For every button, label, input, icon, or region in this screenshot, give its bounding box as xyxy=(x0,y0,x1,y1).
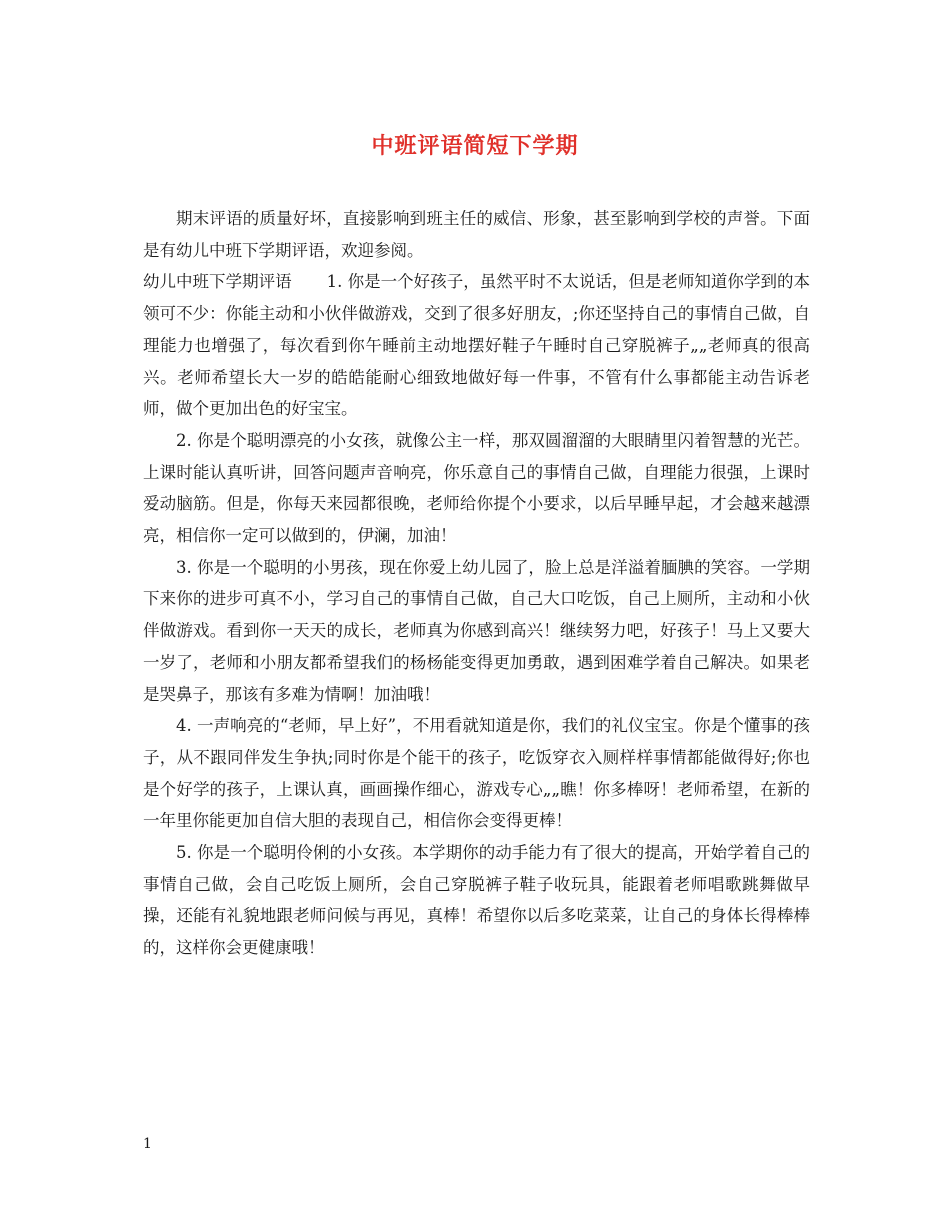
intro-paragraph: 期末评语的质量好坏，直接影响到班主任的威信、形象，甚至影响到学校的声誉。下面是有幼儿中班下学期评语，欢迎参阅。 xyxy=(143,209,810,260)
comment-paragraph-1 xyxy=(143,266,810,425)
comment-text-1: 1. 你是一个好孩子，虽然平时不太说话，但是老师知道你学到的本领可不少：你能主动和小伙伴做游戏，交到了很多好朋友，;你还坚持自己的事情自己做，自理能力也增强了，每次看到你午睡前主动地摆好鞋子午睡时自己穿脱裤子„„老师真的很高兴。老师希望长大一岁的皓皓能耐心细致地做好每一件事，不管有什么事都能主动告诉老师，做个更加出色的好宝宝。 xyxy=(143,272,810,419)
comment-paragraph-4: 4. 一声响亮的“老师，早上好”，不用看就知道是你，我们的礼仪宝宝。你是个懂事的孩子，从不跟同伴发生争执;同时你是个能干的孩子，吃饭穿衣入厕样样事情都能做得好;你也是个好学的孩子，上课认真，画画操作细心，游戏专心„„瞧！你多棒呀！老师希望，在新的一年里你能更加自信大胆的表现自己，相信你会变得更棒！ xyxy=(143,716,810,831)
section-label: 幼儿中班下学期评语 xyxy=(143,272,292,292)
comment-paragraph-3: 3. 你是一个聪明的小男孩，现在你爱上幼儿园了，脸上总是洋溢着腼腆的笑容。一学期下来你的进步可真不小，学习自己的事情自己做，自己大口吃饭，自己上厕所，主动和小伙伴做游戏。看到你一天天的成长，老师真为你感到高兴！继续努力吧，好孩子！马上又要大一岁了，老师和小朋友都希望我们的杨杨能变得更加勇敢，遇到困难学着自己解决。如果老是哭鼻子，那该有多难为情啊！加油哦！ xyxy=(143,557,810,704)
document-body xyxy=(143,203,810,964)
page-number: 1 xyxy=(143,1136,152,1152)
comment-paragraph-2: 2. 你是个聪明漂亮的小女孩，就像公主一样，那双圆溜溜的大眼睛里闪着智慧的光芒。上课时能认真听讲，回答问题声音响亮，你乐意自己的事情自己做，自理能力很强，上课时爱动脑筋。但是，你每天来园都很晚，老师给你提个小要求，以后早睡早起，才会越来越漂亮，相信你一定可以做到的，伊澜，加油！ xyxy=(143,430,810,546)
document-title: 中班评语简短下学期 xyxy=(371,134,579,159)
comment-paragraph-5: 5. 你是一个聪明伶俐的小女孩。本学期你的动手能力有了很大的提高，开始学着自己的事情自己做，会自己吃饭上厕所，会自己穿脱裤子鞋子收玩具，能跟着老师唱歌跳舞做早操，还能有礼貌地跟老师问候与再见，真棒！希望你以后多吃菜菜，让自己的身体长得棒棒的，这样你会更健康哦！ xyxy=(143,843,810,958)
